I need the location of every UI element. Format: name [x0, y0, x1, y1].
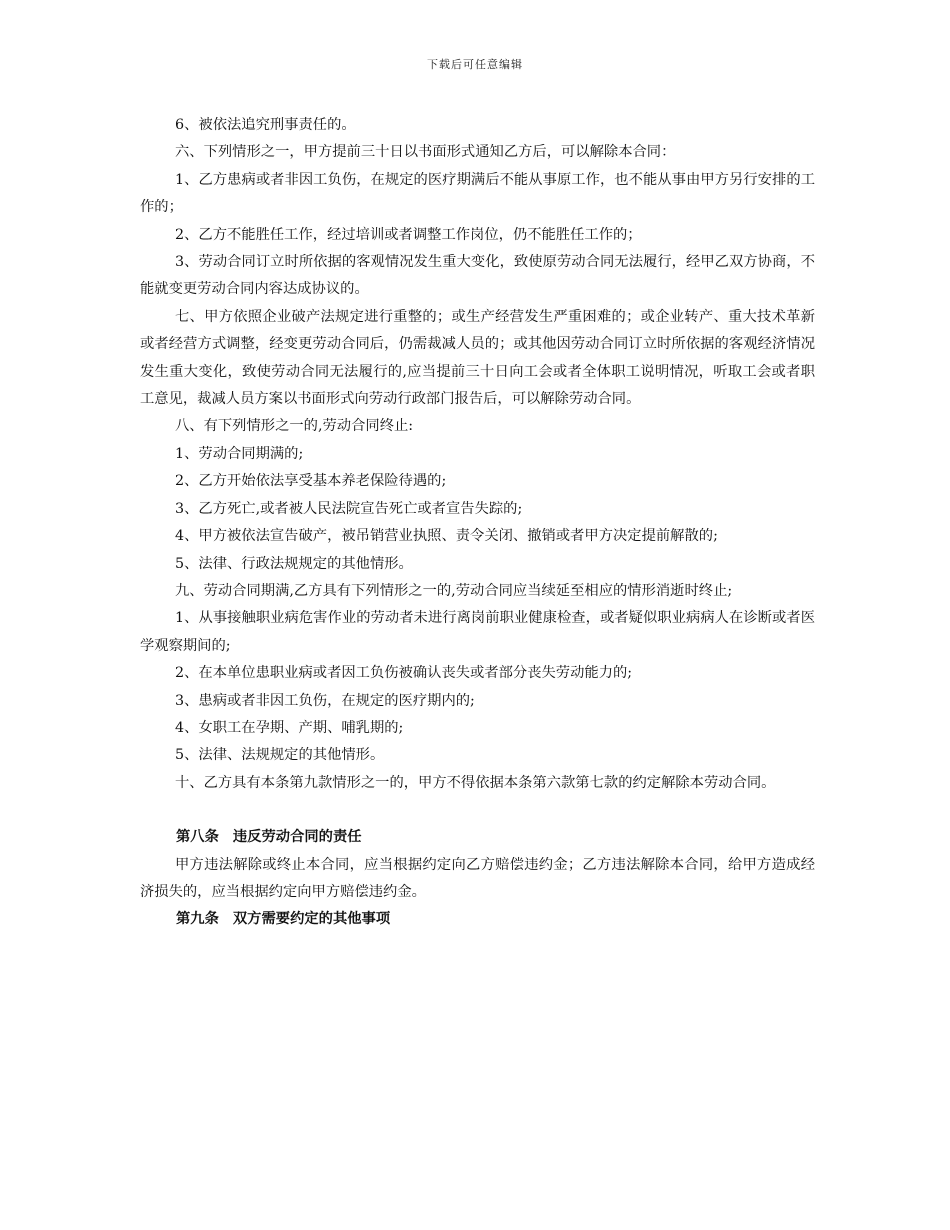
paragraph: 5、法律、行政法规规定的其他情形。	[175, 555, 413, 572]
paragraph: 八、有下列情形之一的,劳动合同终止:	[175, 418, 414, 435]
paragraph: 九、劳动合同期满,乙方具有下列情形之一的,劳动合同应当续延至相应的情形消逝时终止;	[175, 582, 733, 599]
section-title: 违反劳动合同的责任	[232, 829, 362, 846]
paragraph: 十、乙方具有本条第九款情形之一的，甲方不得依据本条第六款第七款的约定解除本劳动合同。	[175, 774, 776, 791]
paragraph: 5、法律、法规规定的其他情形。	[175, 747, 385, 764]
paragraph: 1、从事接触职业病危害作业的劳动者未进行离岗前职业健康检查，或者疑似职业病病人在诊断或者医学观察期间的;	[140, 610, 815, 654]
paragraph: 6、被依法追究刑事责任的。	[175, 117, 356, 133]
section-spacer	[140, 797, 815, 824]
section-title: 双方需要约定的其他事项	[232, 911, 391, 928]
paragraph: 2、乙方开始依法享受基本养老保险待遇的;	[175, 473, 447, 490]
paragraph: 2、在本单位患职业病或者因工负伤被确认丧失或者部分丧失劳动能力的;	[175, 665, 633, 682]
paragraph: 3、患病或者非因工负伤，在规定的医疗期内的;	[175, 692, 475, 709]
paragraph: 4、甲方被依法宣告破产，被吊销营业执照、责令关闭、撤销或者甲方决定提前解散的;	[175, 528, 718, 545]
section-body: 甲方违法解除或终止本合同，应当根据约定向乙方赔偿违约金；乙方违法解除本合同，给甲方造成经济损失的，应当根据约定向甲方赔偿违约金。	[140, 856, 815, 900]
paragraph: 1、劳动合同期满的;	[175, 445, 304, 462]
paragraph: 1、乙方患病或者非因工负伤，在规定的医疗期满后不能从事原工作，也不能从事由甲方另行安排的工作的；	[140, 171, 815, 216]
paragraph: 六、下列情形之一，甲方提前三十日以书面形式通知乙方后，可以解除本合同：	[175, 144, 676, 161]
paragraph: 3、劳动合同订立时所依据的客观情况发生重大变化，致使原劳动合同无法履行，经甲乙双方协商，不能就变更劳动合同内容达成协议的。	[140, 254, 815, 298]
section-heading-9	[140, 906, 815, 933]
paragraph: 七、甲方依照企业破产法规定进行重整的；或生产经营发生严重困难的；或企业转产、重大技术革新或者经营方式调整，经变更劳动合同后，仍需裁减人员的；或其他因劳动合同订立时所依据的客观经济情况发生重大变化，致使劳动合同无法履行的,应当提前三十日向工会或者全体职工说明情况，听取工会或者职工意见，裁减人员方案以书面形式向劳动行政部门报告后，可以解除劳动合同。	[140, 308, 815, 408]
paragraph: 2、乙方不能胜任工作，经过培训或者调整工作岗位，仍不能胜任工作的；	[175, 226, 642, 243]
section-heading-8	[140, 824, 815, 851]
paragraph: 3、乙方死亡,或者被人民法院宣告死亡或者宣告失踪的;	[175, 500, 523, 517]
paragraph: 4、女职工在孕期、产期、哺乳期的;	[175, 719, 404, 736]
section-number: 第八条	[176, 829, 219, 846]
page-header: 下载后可任意编辑	[427, 58, 523, 71]
section-number: 第九条	[176, 911, 219, 928]
document-body	[140, 112, 815, 934]
